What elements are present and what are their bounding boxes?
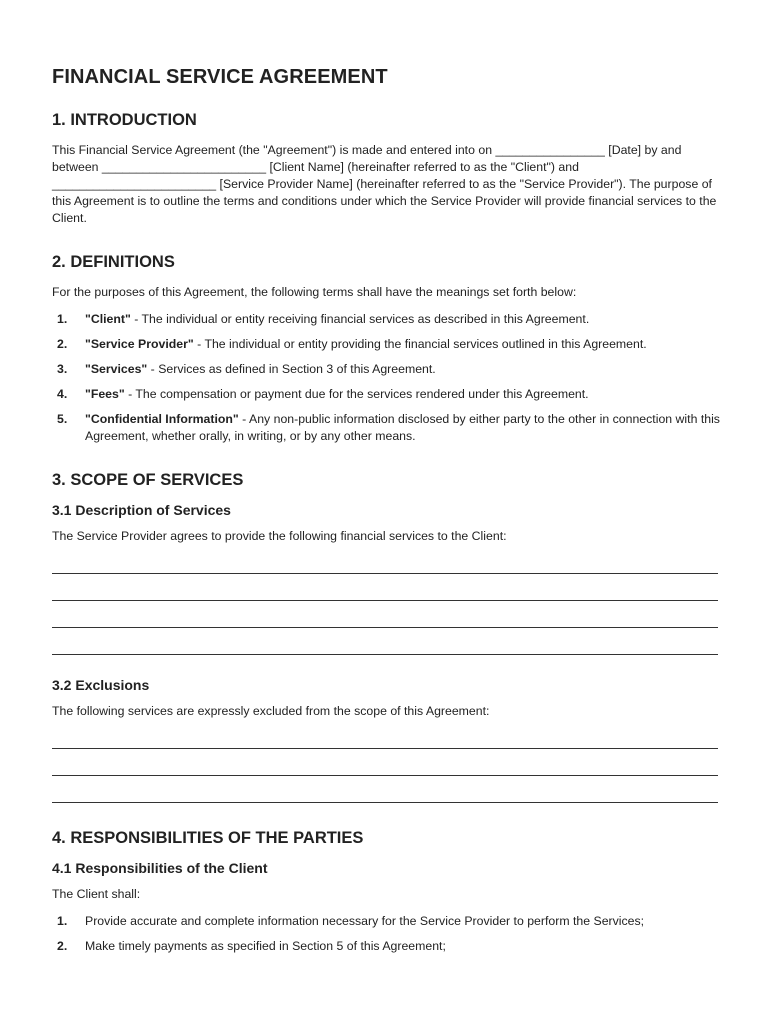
list-number: 5. <box>57 412 68 426</box>
definition-term: "Services" <box>85 362 148 376</box>
list-item <box>52 386 720 403</box>
document-page <box>52 66 720 981</box>
section-introduction <box>52 111 720 227</box>
list-number: 2. <box>57 337 68 351</box>
definitions-intro: For the purposes of this Agreement, the following terms shall have the meanings set forth below: <box>52 285 577 299</box>
list-item <box>52 336 720 353</box>
blank-line[interactable] <box>52 609 718 628</box>
exclusions-text: The following services are expressly excluded from the scope of this Agreement: <box>52 704 490 718</box>
list-item <box>52 361 720 378</box>
list-item <box>52 411 720 445</box>
blank-line[interactable] <box>52 730 718 749</box>
subsection-exclusions <box>52 677 720 803</box>
list-number: 3. <box>57 362 68 376</box>
blank-line[interactable] <box>52 784 718 803</box>
exclusions-blank-lines <box>52 730 720 803</box>
description-text: The Service Provider agrees to provide the following financial services to the Client: <box>52 529 507 543</box>
list-item-text: Make timely payments as specified in Section 5 of this Agreement; <box>85 939 446 953</box>
list-number: 4. <box>57 387 68 401</box>
document-title: FINANCIAL SERVICE AGREEMENT <box>52 66 388 88</box>
list-item <box>52 311 720 328</box>
intro-paragraph: This Financial Service Agreement (the "Agreement") is made and entered into on ________________ [Date] by and between ________________________ [Client Name] (hereinafter referred to as the "Client") and ________________________ [Service Provider Name] (hereinafter referred to as the "Service Provider"). The purpose of this Agreement is to outline the terms and conditions under which the Service Provider will provide financial services to the Client. <box>52 143 717 225</box>
client-responsibilities-list <box>52 913 720 955</box>
subsection-heading: 3.2 Exclusions <box>52 677 150 693</box>
client-intro: The Client shall: <box>52 887 141 901</box>
blank-line[interactable] <box>52 582 718 601</box>
subsection-description <box>52 502 720 655</box>
blank-line[interactable] <box>52 757 718 776</box>
section-heading: 4. RESPONSIBILITIES OF THE PARTIES <box>52 829 364 847</box>
list-item <box>52 938 720 955</box>
definition-text: - The individual or entity receiving financial services as described in this Agreement. <box>130 312 590 326</box>
section-heading: 3. SCOPE OF SERVICES <box>52 471 244 489</box>
section-heading: 1. INTRODUCTION <box>52 111 197 129</box>
list-number: 1. <box>57 312 68 326</box>
definition-text: - Services as defined in Section 3 of this Agreement. <box>147 362 436 376</box>
services-blank-lines <box>52 555 720 655</box>
definition-text: - The individual or entity providing the financial services outlined in this Agreement. <box>193 337 647 351</box>
definition-term: "Client" <box>85 312 131 326</box>
section-scope <box>52 471 720 803</box>
section-responsibilities <box>52 829 720 955</box>
section-heading: 2. DEFINITIONS <box>52 253 175 271</box>
definition-term: "Fees" <box>85 387 125 401</box>
list-number: 2. <box>57 939 68 953</box>
subsection-heading: 3.1 Description of Services <box>52 502 231 518</box>
list-item <box>52 913 720 930</box>
blank-line[interactable] <box>52 555 718 574</box>
definition-term: "Confidential Information" <box>85 412 239 426</box>
subsection-client-responsibilities <box>52 860 720 955</box>
list-item-text: Provide accurate and complete information necessary for the Service Provider to perform the Services; <box>85 914 645 928</box>
blank-line[interactable] <box>52 636 718 655</box>
definition-text: - Any non-public information disclosed by either party to the other in connection with this Agreement, whether orally, in writing, or by any other means. <box>85 412 720 443</box>
definitions-list <box>52 311 720 445</box>
definition-term: "Service Provider" <box>85 337 194 351</box>
subsection-heading: 4.1 Responsibilities of the Client <box>52 860 268 876</box>
list-number: 1. <box>57 914 68 928</box>
definition-text: - The compensation or payment due for the services rendered under this Agreement. <box>124 387 589 401</box>
section-definitions <box>52 253 720 445</box>
